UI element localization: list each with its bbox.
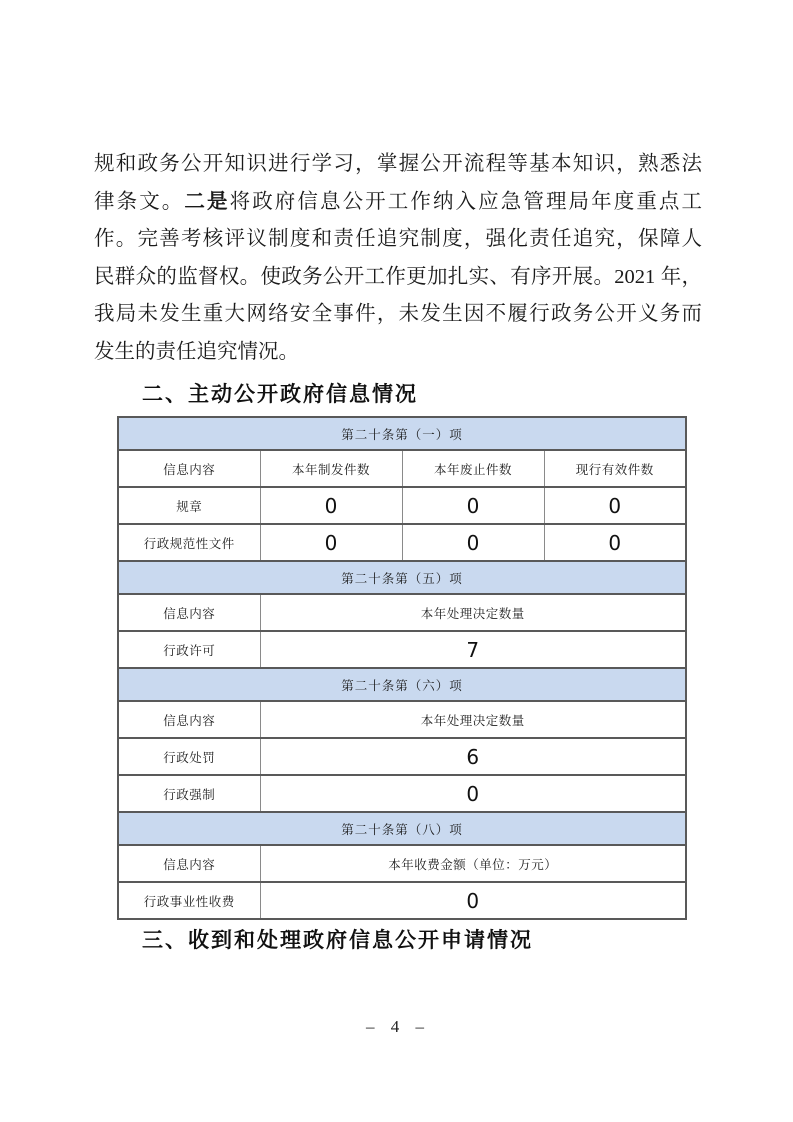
column-header-row	[118, 845, 686, 882]
colhdr-fees-amount-8: 本年收费金额（单位：万元）	[260, 845, 686, 882]
value-administrative-coercion: 0	[260, 775, 686, 812]
banner-row	[118, 561, 686, 594]
table-row	[118, 775, 686, 812]
paragraph-line-3: 作。完善考核评议制度和责任追究制度，强化责任追究，保障人	[94, 228, 702, 250]
value-rules-repealed: 0	[402, 487, 544, 524]
table-row	[118, 631, 686, 668]
colhdr-info-content-5: 信息内容	[118, 594, 260, 631]
paragraph-line-5: 我局未发生重大网络安全事件，未发生因不履行政务公开义务而	[94, 303, 702, 325]
value-rules-issued: 0	[260, 487, 402, 524]
paragraph-line-2	[94, 184, 702, 222]
value-normative-issued: 0	[260, 524, 402, 561]
column-header-row	[118, 594, 686, 631]
label-administrative-license: 行政许可	[118, 631, 260, 668]
disclosure-table	[117, 416, 687, 920]
label-administrative-institutional-fees: 行政事业性收费	[118, 882, 260, 919]
banner-article-20-8: 第二十条第（八）项	[118, 812, 686, 845]
value-normative-repealed: 0	[402, 524, 544, 561]
label-rules: 规章	[118, 487, 260, 524]
colhdr-repealed-this-year: 本年废止件数	[402, 450, 544, 487]
value-administrative-penalty: 6	[260, 738, 686, 775]
value-administrative-institutional-fees: 0	[260, 882, 686, 919]
section-heading-3: 三、收到和处理政府信息公开申请情况	[142, 929, 533, 952]
table-row	[118, 487, 686, 524]
colhdr-info-content: 信息内容	[118, 450, 260, 487]
colhdr-currently-valid: 现行有效件数	[544, 450, 686, 487]
column-header-row	[118, 701, 686, 738]
banner-row	[118, 668, 686, 701]
table-row	[118, 882, 686, 919]
table-row	[118, 524, 686, 561]
banner-article-20-5: 第二十条第（五）项	[118, 561, 686, 594]
paragraph-bold-text: 二是	[184, 190, 230, 213]
colhdr-decisions-count-5: 本年处理决定数量	[260, 594, 686, 631]
body-paragraph	[94, 146, 702, 371]
banner-row	[118, 812, 686, 845]
column-header-row	[118, 450, 686, 487]
table-row	[118, 738, 686, 775]
banner-article-20-1: 第二十条第（一）项	[118, 417, 686, 450]
paragraph-line-6: 发生的责任追究情况。	[94, 340, 299, 363]
colhdr-issued-this-year: 本年制发件数	[260, 450, 402, 487]
colhdr-info-content-6: 信息内容	[118, 701, 260, 738]
paragraph-text: 律条文。	[94, 190, 185, 213]
paragraph-text: 将政府信息公开工作纳入应急管理局年度重点工	[229, 190, 703, 213]
label-administrative-coercion: 行政强制	[118, 775, 260, 812]
label-administrative-penalty: 行政处罚	[118, 738, 260, 775]
label-administrative-normative-documents: 行政规范性文件	[118, 524, 260, 561]
paragraph-line-4: 民群众的监督权。使政务公开工作更加扎实、有序开展。2021 年，	[94, 265, 702, 288]
colhdr-decisions-count-6: 本年处理决定数量	[260, 701, 686, 738]
value-rules-valid: 0	[544, 487, 686, 524]
banner-row	[118, 417, 686, 450]
value-administrative-license: 7	[260, 631, 686, 668]
page-number: – 4 –	[366, 1017, 430, 1036]
paragraph-line-1: 规和政务公开知识进行学习，掌握公开流程等基本知识，熟悉法	[94, 153, 702, 175]
colhdr-info-content-8: 信息内容	[118, 845, 260, 882]
banner-article-20-6: 第二十条第（六）项	[118, 668, 686, 701]
section-heading-2: 二、主动公开政府信息情况	[142, 383, 418, 406]
value-normative-valid: 0	[544, 524, 686, 561]
